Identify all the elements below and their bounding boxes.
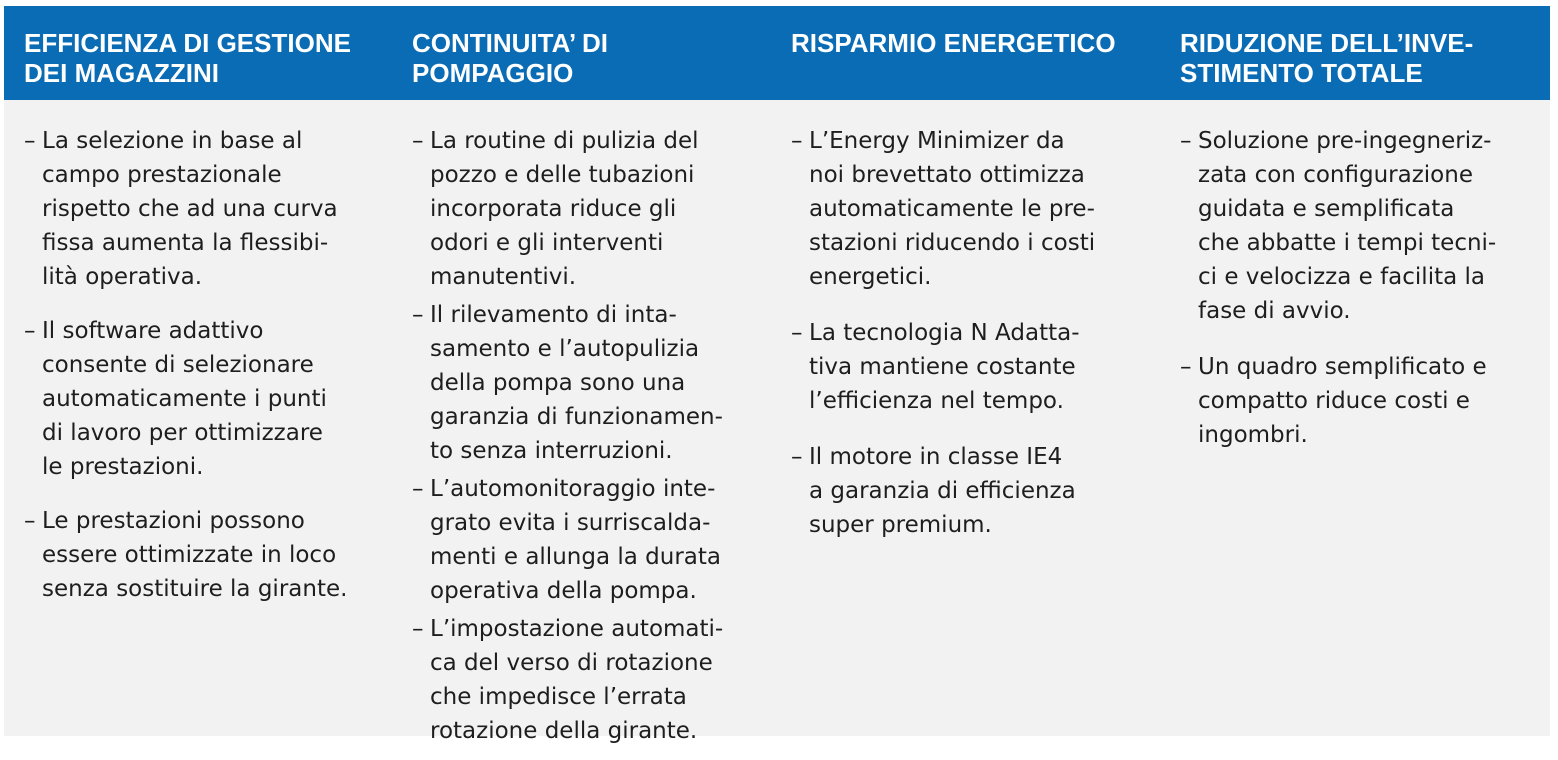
text-line: to senza interruzioni. <box>430 438 673 464</box>
column-title-line: STIMENTO TOTALE <box>1180 58 1423 88</box>
text-line: noi brevettato ottimizza <box>809 162 1085 188</box>
text-line: consente di selezionare <box>42 352 314 378</box>
text-line: tiva mantiene costante <box>809 354 1076 380</box>
text-line: L’automonitoraggio inte- <box>430 476 716 502</box>
text-line: le prestazioni. <box>42 454 204 480</box>
text-line: compatto riduce costi e <box>1198 388 1470 414</box>
list-item <box>24 504 347 606</box>
text-line: guidata e semplificata <box>1198 196 1455 222</box>
list-item <box>24 124 347 294</box>
text-line: che impedisce l’errata <box>430 684 687 710</box>
list-item <box>1180 124 1496 328</box>
dash-bullet: – <box>791 128 803 154</box>
list-item <box>412 612 723 748</box>
dash-bullet: – <box>24 128 36 154</box>
dash-bullet: – <box>412 476 424 502</box>
text-line: fissa aumenta la flessibi- <box>42 230 329 256</box>
dash-bullet: – <box>412 128 424 154</box>
text-line: ca del verso di rotazione <box>430 650 713 676</box>
column-title <box>412 28 608 88</box>
text-line: energetici. <box>809 264 932 290</box>
text-line: ci e velocizza e facilita la <box>1198 264 1485 290</box>
dash-bullet: – <box>1180 354 1192 380</box>
text-line: Il motore in classe IE4 <box>809 444 1063 470</box>
list-item <box>791 440 1095 542</box>
text-line: L’impostazione automati- <box>430 616 724 642</box>
text-line: rotazione della girante. <box>430 718 698 744</box>
dash-bullet: – <box>412 616 424 642</box>
dash-bullet: – <box>791 444 803 470</box>
text-line: Il rilevamento di inta- <box>430 302 677 328</box>
list-item <box>412 124 723 294</box>
text-line: fase di avvio. <box>1198 298 1351 324</box>
list-item <box>412 472 723 608</box>
text-line: della pompa sono una <box>430 370 686 396</box>
column-title-line: RIDUZIONE DELL’INVE- <box>1180 28 1474 58</box>
text-line: senza sostituire la girante. <box>42 576 348 602</box>
text-line: campo prestazionale <box>42 162 282 188</box>
text-line: zata con configurazione <box>1198 162 1473 188</box>
text-line: La tecnologia N Adatta- <box>809 320 1080 346</box>
text-line: automaticamente le pre- <box>809 196 1095 222</box>
text-line: grato evita i surriscalda- <box>430 510 711 536</box>
column-title-line: POMPAGGIO <box>412 58 574 88</box>
column-title-line: RISPARMIO ENERGETICO <box>791 28 1116 58</box>
text-line: stazioni riducendo i costi <box>809 230 1096 256</box>
dash-bullet: – <box>791 320 803 346</box>
text-line: pozzo e delle tubazioni <box>430 162 695 188</box>
text-line: Il software adattivo <box>42 318 264 344</box>
dash-bullet: – <box>1180 128 1192 154</box>
text-line: manutentivi. <box>430 264 577 290</box>
list-item <box>24 314 347 484</box>
list-item <box>1180 350 1496 452</box>
text-line: odori e gli interventi <box>430 230 664 256</box>
bullet-list <box>791 124 1095 542</box>
text-line: L’Energy Minimizer da <box>809 128 1065 154</box>
text-line: di lavoro per ottimizzare <box>42 420 323 446</box>
text-line: garanzia di funzionamen- <box>430 404 723 430</box>
text-line: ingombri. <box>1198 422 1308 448</box>
dash-bullet: – <box>24 318 36 344</box>
column-title-line: EFFICIENZA DI GESTIONE <box>24 28 351 58</box>
list-item <box>412 298 723 468</box>
column-title-line: CONTINUITA’ DI <box>412 28 608 58</box>
text-line: a garanzia di efficienza <box>809 478 1076 504</box>
text-line: super premium. <box>809 512 992 538</box>
text-line: incorporata riduce gli <box>430 196 677 222</box>
text-line: automaticamente i punti <box>42 386 327 412</box>
dash-bullet: – <box>412 302 424 328</box>
list-item <box>791 124 1095 294</box>
text-line: operativa della pompa. <box>430 578 697 604</box>
text-line: samento e l’autopulizia <box>430 336 700 362</box>
text-line: essere ottimizzate in loco <box>42 542 337 568</box>
text-line: lità operativa. <box>42 264 203 290</box>
list-item <box>791 316 1095 418</box>
text-line: La selezione in base al <box>42 128 303 154</box>
column-title <box>791 28 1116 58</box>
text-line: l’efficienza nel tempo. <box>809 388 1064 414</box>
text-line: Le prestazioni possono <box>42 508 305 534</box>
column-title <box>1180 28 1473 88</box>
text-line: Un quadro semplificato e <box>1198 354 1487 380</box>
bullet-list <box>1180 124 1496 452</box>
column-title <box>24 28 351 88</box>
dash-bullet: – <box>24 508 36 534</box>
bullet-list <box>24 124 347 606</box>
text-line: La routine di pulizia del <box>430 128 699 154</box>
bullet-list <box>412 124 723 748</box>
text-line: menti e allunga la durata <box>430 544 721 570</box>
column-title-line: DEI MAGAZZINI <box>24 58 219 88</box>
text-line: che abbatte i tempi tecni- <box>1198 230 1497 256</box>
text-line: rispetto che ad una curva <box>42 196 338 222</box>
text-line: Soluzione pre-ingegneriz- <box>1198 128 1492 154</box>
